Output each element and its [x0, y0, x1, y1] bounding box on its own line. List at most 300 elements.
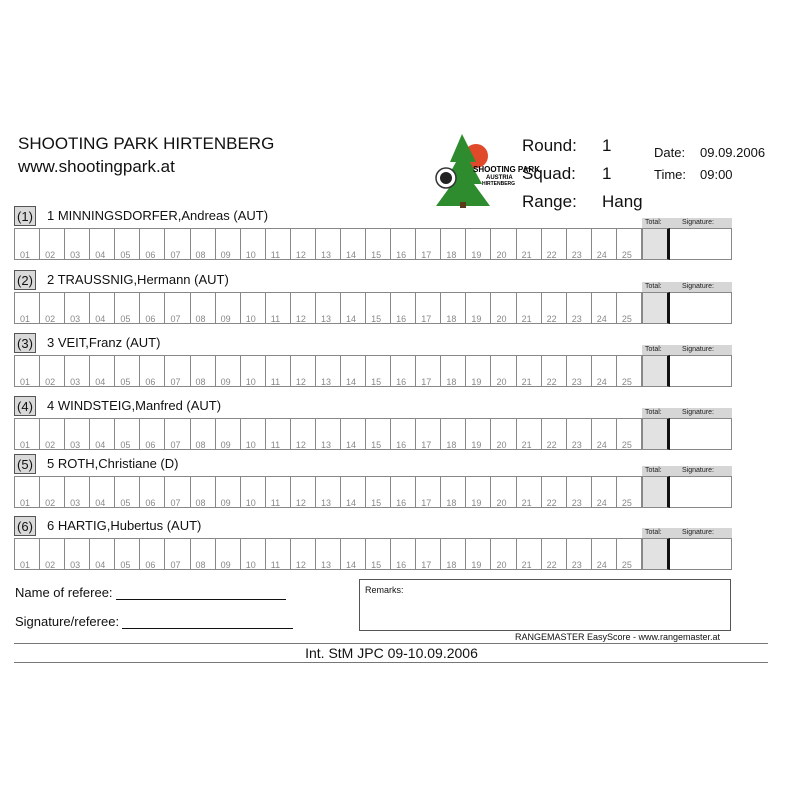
- cell-number: 07: [170, 498, 181, 508]
- total-box[interactable]: [642, 355, 670, 387]
- score-cell[interactable]: [15, 293, 40, 323]
- score-cell[interactable]: [491, 229, 516, 259]
- total-box[interactable]: [642, 292, 670, 324]
- cell-number: 21: [521, 498, 532, 508]
- date-label: Date:: [654, 145, 686, 160]
- score-cell[interactable]: [65, 356, 90, 386]
- cell-number: 12: [295, 440, 306, 450]
- cell-number: 15: [371, 440, 382, 450]
- signature-header: Signature:: [670, 218, 732, 228]
- score-cells: [14, 418, 642, 450]
- score-cell[interactable]: [140, 293, 165, 323]
- cell-number: 08: [195, 377, 206, 387]
- remarks-box[interactable]: [359, 579, 731, 631]
- cell-number: 05: [120, 250, 131, 260]
- cell-number: 24: [596, 440, 607, 450]
- total-box[interactable]: [642, 538, 670, 570]
- cell-number: 22: [546, 314, 557, 324]
- cell-number: 09: [220, 377, 231, 387]
- score-cell[interactable]: [15, 419, 40, 449]
- score-cells: [14, 355, 642, 387]
- score-cell[interactable]: [216, 356, 241, 386]
- cell-number: 10: [245, 250, 256, 260]
- cell-number: 21: [521, 560, 532, 570]
- score-cell[interactable]: [15, 356, 40, 386]
- shooter-name: 4 WINDSTEIG,Manfred (AUT): [47, 398, 222, 413]
- score-cell[interactable]: [592, 539, 617, 569]
- bib-number: (2): [14, 270, 36, 290]
- score-cell[interactable]: [617, 539, 642, 569]
- score-cell[interactable]: [441, 539, 466, 569]
- score-cell[interactable]: [441, 293, 466, 323]
- score-cell[interactable]: [341, 539, 366, 569]
- score-cell[interactable]: [40, 539, 65, 569]
- cell-number: 03: [70, 440, 81, 450]
- score-cell[interactable]: [542, 477, 567, 507]
- cell-number: 03: [70, 250, 81, 260]
- cell-number: 24: [596, 377, 607, 387]
- score-cell[interactable]: [441, 419, 466, 449]
- score-cell[interactable]: [316, 293, 341, 323]
- score-cell[interactable]: [491, 356, 516, 386]
- cell-number: 08: [195, 560, 206, 570]
- score-cell[interactable]: [90, 229, 115, 259]
- score-cell[interactable]: [416, 229, 441, 259]
- score-cell[interactable]: [416, 477, 441, 507]
- cell-number: 10: [245, 498, 256, 508]
- score-cell[interactable]: [567, 539, 592, 569]
- score-cell[interactable]: [517, 419, 542, 449]
- cell-number: 12: [295, 250, 306, 260]
- score-cell[interactable]: [391, 229, 416, 259]
- cell-number: 09: [220, 560, 231, 570]
- signature-box[interactable]: [670, 292, 732, 324]
- score-cell[interactable]: [391, 419, 416, 449]
- score-cells: [14, 476, 642, 508]
- score-cell[interactable]: [391, 293, 416, 323]
- score-cell[interactable]: [617, 419, 642, 449]
- cell-number: 02: [45, 377, 56, 387]
- cell-number: 10: [245, 377, 256, 387]
- score-cell[interactable]: [617, 229, 642, 259]
- cell-number: 21: [521, 440, 532, 450]
- cell-number: 24: [596, 250, 607, 260]
- score-cell[interactable]: [15, 229, 40, 259]
- cell-number: 17: [421, 250, 432, 260]
- score-cell[interactable]: [241, 539, 266, 569]
- cell-number: 19: [471, 440, 482, 450]
- cell-number: 18: [446, 377, 457, 387]
- score-cell[interactable]: [491, 419, 516, 449]
- cell-number: 14: [346, 440, 357, 450]
- score-cell[interactable]: [466, 539, 491, 569]
- referee-name-line[interactable]: [116, 599, 286, 600]
- cell-number: 08: [195, 498, 206, 508]
- score-cell[interactable]: [366, 477, 391, 507]
- cell-number: 18: [446, 250, 457, 260]
- cell-number: 11: [270, 440, 281, 450]
- score-cell[interactable]: [316, 419, 341, 449]
- score-cell[interactable]: [90, 477, 115, 507]
- cell-number: 01: [20, 560, 31, 570]
- cell-number: 02: [45, 250, 56, 260]
- referee-name-label: Name of referee:: [15, 585, 113, 600]
- total-header: Total:: [642, 345, 670, 355]
- remarks-label: Remarks:: [365, 585, 404, 595]
- shooter-row: [14, 516, 734, 572]
- signature-box[interactable]: [670, 418, 732, 450]
- score-cell[interactable]: [592, 356, 617, 386]
- score-cell[interactable]: [567, 229, 592, 259]
- cell-number: 20: [496, 498, 507, 508]
- score-cell[interactable]: [617, 477, 642, 507]
- score-cell[interactable]: [567, 477, 592, 507]
- score-cell[interactable]: [341, 229, 366, 259]
- score-cell[interactable]: [90, 293, 115, 323]
- score-cell[interactable]: [316, 539, 341, 569]
- cell-number: 17: [421, 314, 432, 324]
- score-cell[interactable]: [517, 293, 542, 323]
- score-cell[interactable]: [416, 419, 441, 449]
- signature-box[interactable]: [670, 355, 732, 387]
- cell-number: 19: [471, 560, 482, 570]
- cell-number: 14: [346, 560, 357, 570]
- score-cell[interactable]: [115, 229, 140, 259]
- score-cell[interactable]: [542, 293, 567, 323]
- cell-number: 25: [621, 314, 632, 324]
- score-cell[interactable]: [191, 229, 216, 259]
- cell-number: 07: [170, 250, 181, 260]
- logo-text-1: SHOOTING PARK: [473, 165, 540, 174]
- score-cell[interactable]: [140, 356, 165, 386]
- score-cell[interactable]: [266, 293, 291, 323]
- score-cell[interactable]: [542, 419, 567, 449]
- cell-number: 06: [145, 560, 156, 570]
- score-cell[interactable]: [115, 477, 140, 507]
- score-cell[interactable]: [316, 229, 341, 259]
- score-cell[interactable]: [241, 419, 266, 449]
- score-cell[interactable]: [466, 293, 491, 323]
- score-cell[interactable]: [291, 293, 316, 323]
- score-cell[interactable]: [90, 419, 115, 449]
- score-cell[interactable]: [567, 293, 592, 323]
- score-cell[interactable]: [40, 356, 65, 386]
- score-cell[interactable]: [567, 356, 592, 386]
- score-cell[interactable]: [216, 229, 241, 259]
- score-cell[interactable]: [65, 477, 90, 507]
- score-cell[interactable]: [491, 539, 516, 569]
- cell-number: 25: [621, 377, 632, 387]
- referee-signature-label: Signature/referee:: [15, 614, 120, 629]
- score-cell[interactable]: [517, 477, 542, 507]
- score-cell[interactable]: [40, 419, 65, 449]
- score-cells: [14, 292, 642, 324]
- score-cell[interactable]: [165, 293, 190, 323]
- cell-number: 23: [571, 250, 582, 260]
- score-cell[interactable]: [416, 356, 441, 386]
- score-cell[interactable]: [491, 293, 516, 323]
- cell-number: 13: [320, 250, 331, 260]
- score-cell[interactable]: [241, 477, 266, 507]
- score-cell[interactable]: [466, 356, 491, 386]
- cell-number: 17: [421, 498, 432, 508]
- score-cell[interactable]: [291, 539, 316, 569]
- referee-signature-line[interactable]: [122, 628, 293, 629]
- cell-number: 04: [95, 440, 106, 450]
- score-cells: [14, 228, 642, 260]
- signature-header: Signature:: [670, 408, 732, 418]
- score-cell[interactable]: [416, 293, 441, 323]
- score-cell[interactable]: [191, 419, 216, 449]
- score-cell[interactable]: [291, 419, 316, 449]
- squad-label: Squad:: [522, 164, 576, 183]
- score-cell[interactable]: [115, 539, 140, 569]
- cell-number: 20: [496, 250, 507, 260]
- cell-number: 04: [95, 250, 106, 260]
- cell-number: 04: [95, 314, 106, 324]
- score-cell[interactable]: [140, 477, 165, 507]
- footer-divider-bottom: [14, 662, 768, 663]
- score-cell[interactable]: [165, 477, 190, 507]
- signature-box[interactable]: [670, 538, 732, 570]
- time-value: 09:00: [700, 167, 733, 182]
- cell-number: 24: [596, 314, 607, 324]
- score-cell[interactable]: [266, 356, 291, 386]
- shooter-row: [14, 206, 734, 262]
- cell-number: 16: [396, 314, 407, 324]
- signature-header: Signature:: [670, 528, 732, 538]
- score-cell[interactable]: [65, 419, 90, 449]
- score-cell[interactable]: [241, 356, 266, 386]
- score-cell[interactable]: [216, 477, 241, 507]
- score-cell[interactable]: [266, 477, 291, 507]
- cell-number: 01: [20, 314, 31, 324]
- cell-number: 01: [20, 250, 31, 260]
- score-cell[interactable]: [341, 419, 366, 449]
- signature-box[interactable]: [670, 476, 732, 508]
- cell-number: 19: [471, 498, 482, 508]
- cell-number: 06: [145, 440, 156, 450]
- cell-number: 17: [421, 560, 432, 570]
- score-cell[interactable]: [617, 356, 642, 386]
- score-cell[interactable]: [592, 477, 617, 507]
- shooter-row: [14, 333, 734, 389]
- cell-number: 14: [346, 377, 357, 387]
- cell-number: 03: [70, 314, 81, 324]
- cell-number: 08: [195, 250, 206, 260]
- score-cell[interactable]: [592, 229, 617, 259]
- score-cell[interactable]: [341, 293, 366, 323]
- cell-number: 06: [145, 377, 156, 387]
- cell-number: 17: [421, 440, 432, 450]
- total-header: Total:: [642, 408, 670, 418]
- cell-number: 04: [95, 498, 106, 508]
- score-cell[interactable]: [542, 229, 567, 259]
- score-cell[interactable]: [517, 356, 542, 386]
- cell-number: 05: [120, 377, 131, 387]
- score-cell[interactable]: [316, 356, 341, 386]
- score-cell[interactable]: [441, 477, 466, 507]
- score-cell[interactable]: [366, 419, 391, 449]
- cell-number: 04: [95, 560, 106, 570]
- cell-number: 08: [195, 440, 206, 450]
- cell-number: 05: [120, 440, 131, 450]
- cell-number: 10: [245, 314, 256, 324]
- score-cell[interactable]: [90, 356, 115, 386]
- shooter-row: [14, 396, 734, 452]
- cell-number: 12: [295, 560, 306, 570]
- score-cell[interactable]: [517, 229, 542, 259]
- score-cell[interactable]: [165, 356, 190, 386]
- score-cell[interactable]: [291, 356, 316, 386]
- cell-number: 08: [195, 314, 206, 324]
- score-cell[interactable]: [191, 539, 216, 569]
- range-label: Range:: [522, 192, 577, 211]
- cell-number: 07: [170, 377, 181, 387]
- cell-number: 07: [170, 314, 181, 324]
- score-cell[interactable]: [266, 229, 291, 259]
- score-cell[interactable]: [165, 419, 190, 449]
- score-cell[interactable]: [416, 539, 441, 569]
- shooter-name: 2 TRAUSSNIG,Hermann (AUT): [47, 272, 229, 287]
- score-cell[interactable]: [466, 419, 491, 449]
- score-cell[interactable]: [165, 229, 190, 259]
- score-cell[interactable]: [466, 229, 491, 259]
- score-cell[interactable]: [140, 539, 165, 569]
- score-cell[interactable]: [441, 356, 466, 386]
- round-value: 1: [602, 136, 612, 155]
- cell-number: 14: [346, 250, 357, 260]
- cell-number: 16: [396, 440, 407, 450]
- cell-number: 09: [220, 440, 231, 450]
- score-cell[interactable]: [90, 539, 115, 569]
- score-cell[interactable]: [40, 293, 65, 323]
- cell-number: 13: [320, 498, 331, 508]
- score-cell[interactable]: [441, 229, 466, 259]
- score-cell[interactable]: [592, 293, 617, 323]
- date-value: 09.09.2006: [700, 145, 766, 160]
- score-cell[interactable]: [15, 539, 40, 569]
- signature-header: Signature:: [670, 282, 732, 292]
- signature-box[interactable]: [670, 228, 732, 260]
- cell-number: 12: [295, 314, 306, 324]
- score-cell[interactable]: [241, 229, 266, 259]
- score-cell[interactable]: [617, 293, 642, 323]
- score-cell[interactable]: [391, 477, 416, 507]
- bib-number: (5): [14, 454, 36, 474]
- score-cell[interactable]: [15, 477, 40, 507]
- score-cell[interactable]: [316, 477, 341, 507]
- score-cell[interactable]: [115, 356, 140, 386]
- score-cell[interactable]: [291, 229, 316, 259]
- score-cell[interactable]: [216, 293, 241, 323]
- score-cell[interactable]: [40, 229, 65, 259]
- cell-number: 23: [571, 498, 582, 508]
- score-cell[interactable]: [65, 539, 90, 569]
- score-cell[interactable]: [65, 229, 90, 259]
- cell-number: 25: [621, 440, 632, 450]
- score-cell[interactable]: [140, 229, 165, 259]
- score-cell[interactable]: [241, 293, 266, 323]
- score-cell[interactable]: [542, 539, 567, 569]
- score-cell[interactable]: [191, 356, 216, 386]
- cell-number: 21: [521, 377, 532, 387]
- score-cell[interactable]: [216, 419, 241, 449]
- score-cell[interactable]: [266, 419, 291, 449]
- score-cell[interactable]: [517, 539, 542, 569]
- cell-number: 23: [571, 377, 582, 387]
- cell-number: 11: [270, 377, 281, 387]
- cell-number: 22: [546, 377, 557, 387]
- cell-number: 25: [621, 250, 632, 260]
- bib-number: (1): [14, 206, 36, 226]
- cell-number: 06: [145, 498, 156, 508]
- score-cell[interactable]: [491, 477, 516, 507]
- score-cell[interactable]: [366, 229, 391, 259]
- score-cell[interactable]: [592, 419, 617, 449]
- score-cell[interactable]: [466, 477, 491, 507]
- bib-number: (4): [14, 396, 36, 416]
- cell-number: 22: [546, 250, 557, 260]
- total-box[interactable]: [642, 418, 670, 450]
- score-cell[interactable]: [366, 539, 391, 569]
- cell-number: 22: [546, 440, 557, 450]
- score-cell[interactable]: [216, 539, 241, 569]
- score-cell[interactable]: [65, 293, 90, 323]
- cell-number: 16: [396, 560, 407, 570]
- score-cell[interactable]: [115, 293, 140, 323]
- cell-number: 23: [571, 314, 582, 324]
- cell-number: 03: [70, 560, 81, 570]
- score-cell[interactable]: [165, 539, 190, 569]
- score-cell[interactable]: [391, 356, 416, 386]
- cell-number: 19: [471, 314, 482, 324]
- software-credit: RANGEMASTER EasyScore - www.rangemaster.at: [515, 632, 721, 642]
- total-box[interactable]: [642, 228, 670, 260]
- score-cell[interactable]: [40, 477, 65, 507]
- score-cell[interactable]: [341, 477, 366, 507]
- cell-number: 05: [120, 560, 131, 570]
- score-cell[interactable]: [567, 419, 592, 449]
- total-box[interactable]: [642, 476, 670, 508]
- score-cell[interactable]: [266, 539, 291, 569]
- score-cell[interactable]: [366, 356, 391, 386]
- score-cell[interactable]: [542, 356, 567, 386]
- score-cell[interactable]: [140, 419, 165, 449]
- logo-text-3: HIRTENBERG: [482, 181, 516, 187]
- signature-header: Signature:: [670, 466, 732, 476]
- score-cell[interactable]: [115, 419, 140, 449]
- score-cell[interactable]: [366, 293, 391, 323]
- cell-number: 22: [546, 560, 557, 570]
- score-cell[interactable]: [391, 539, 416, 569]
- total-header: Total:: [642, 466, 670, 476]
- score-cell[interactable]: [191, 293, 216, 323]
- score-cell[interactable]: [191, 477, 216, 507]
- score-cell[interactable]: [291, 477, 316, 507]
- cell-number: 14: [346, 498, 357, 508]
- shooter-name: 3 VEIT,Franz (AUT): [47, 335, 161, 350]
- cell-number: 11: [270, 498, 281, 508]
- score-cell[interactable]: [341, 356, 366, 386]
- total-header: Total:: [642, 218, 670, 228]
- cell-number: 11: [270, 250, 281, 260]
- cell-number: 24: [596, 498, 607, 508]
- cell-number: 15: [371, 560, 382, 570]
- cell-number: 14: [346, 314, 357, 324]
- cell-number: 15: [371, 377, 382, 387]
- cell-number: 24: [596, 560, 607, 570]
